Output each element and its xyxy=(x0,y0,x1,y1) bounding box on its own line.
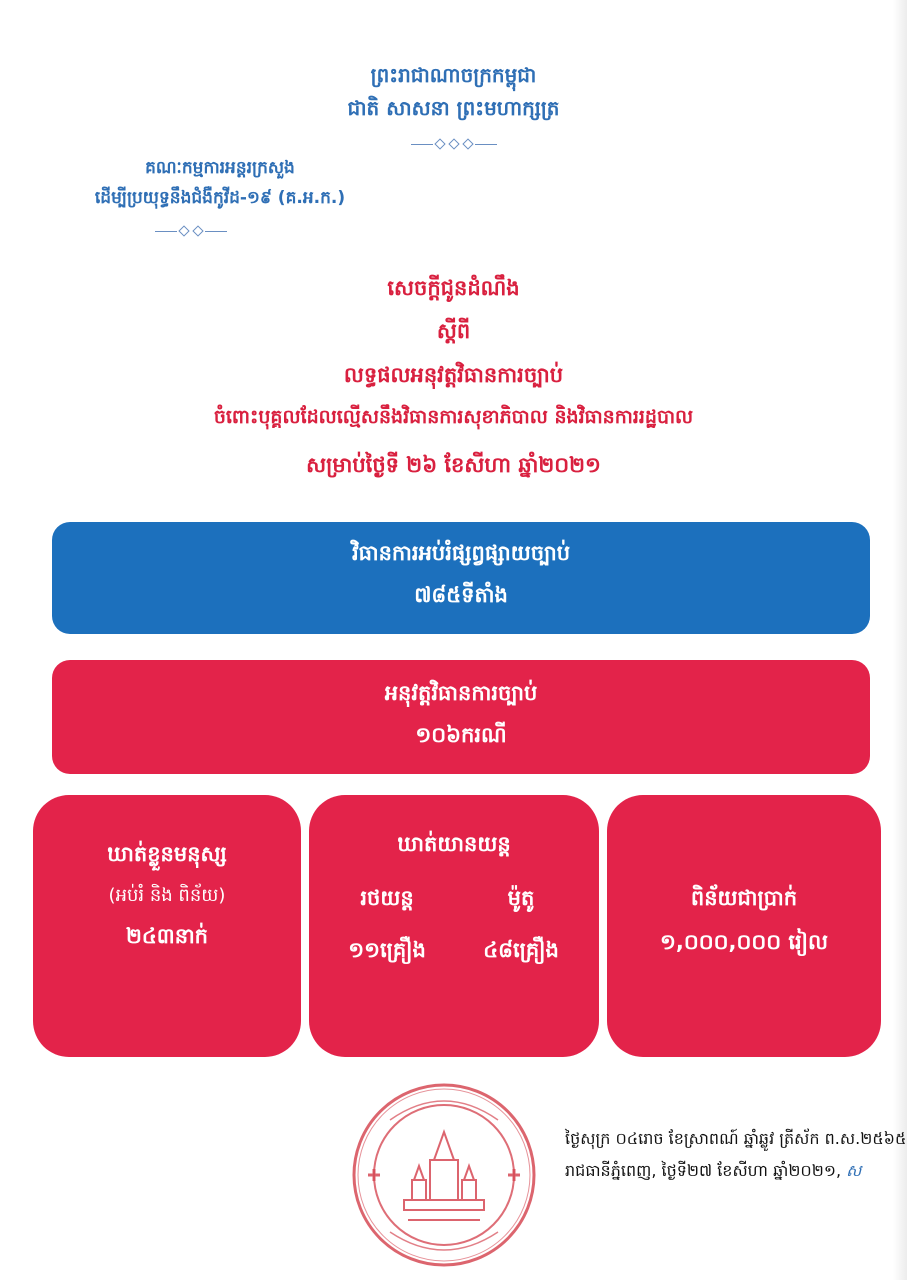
fine-value: ១,០០០,០០០ រៀល xyxy=(660,930,828,954)
notice-title: សេចក្តីជូនដំណឹង xyxy=(387,276,520,300)
motorbike-value: ៤៨គ្រឿង xyxy=(483,938,559,962)
ornament-divider xyxy=(150,227,232,235)
enforcement-value: ១០៦ករណី xyxy=(415,723,507,747)
solar-date-line xyxy=(565,1160,861,1184)
car-label: រថយន្ត xyxy=(360,886,414,910)
solar-date: រាជធានីភ្នំពេញ, ថ្ងៃទី២៧ ខែសីហា ឆ្នាំ២០២១, xyxy=(565,1161,842,1180)
detained-value: ២៤៣នាក់ xyxy=(125,924,209,948)
car-value: ១១គ្រឿង xyxy=(348,938,426,962)
vehicles-label: ឃាត់យានយន្ត xyxy=(397,832,511,856)
detained-label: ឃាត់ខ្លួនមនុស្ស xyxy=(107,842,227,866)
notice-subject-label: ស្តីពី xyxy=(436,319,471,343)
vehicles-detained-box xyxy=(309,795,599,1057)
lunar-date: ថ្ងៃសុក្រ ០៤រោច ខែស្រាពណ៍ ឆ្នាំឆ្លូវ ត្រីស័ក ព.ស.២៥៦៥ xyxy=(565,1129,907,1148)
notice-date: សម្រាប់ថ្ងៃទី ២៦ ខែសីហា ឆ្នាំ២០២១ xyxy=(306,453,601,477)
signature-mark: ស xyxy=(846,1161,862,1180)
education-value: ៧៨៥ទីតាំង xyxy=(414,583,508,607)
official-seal-stamp xyxy=(350,1080,538,1270)
detained-persons-box xyxy=(33,795,301,1057)
fine-box xyxy=(607,795,881,1057)
ornament-divider xyxy=(408,140,500,148)
committee-name-line1: គណៈកម្មការអន្តរក្រសួង xyxy=(145,158,295,178)
notice-subject: លទ្ធផលអនុវត្តវិធានការច្បាប់ xyxy=(343,363,564,387)
detained-note: (អប់រំ និង ពិន័យ) xyxy=(108,885,226,906)
motorbike-label: ម៉ូតូ xyxy=(507,886,535,910)
enforcement-measures-box xyxy=(52,660,870,774)
page-edge-shadow xyxy=(893,0,907,1280)
committee-name-line2: ដើម្បីប្រយុទ្ធនឹងជំងឺកូវីដ-១៩ (គ.អ.ក.) xyxy=(94,188,346,208)
notice-target: ចំពោះបុគ្គលដែលល្មើសនឹងវិធានការសុខាភិបាល និងវិធានការរដ្ឋបាល xyxy=(213,406,694,428)
kingdom-title: ព្រះរាជាណាចក្រកម្ពុជា xyxy=(370,63,537,87)
fine-label: ពិន័យជាប្រាក់ xyxy=(690,886,798,910)
education-label: វិធានការអប់រំផ្សព្វផ្សាយច្បាប់ xyxy=(351,541,571,565)
education-measures-box xyxy=(52,522,870,634)
national-motto: ជាតិ សាសនា ព្រះមហាក្សត្រ xyxy=(347,96,560,120)
enforcement-label: អនុវត្តវិធានការច្បាប់ xyxy=(384,681,538,705)
